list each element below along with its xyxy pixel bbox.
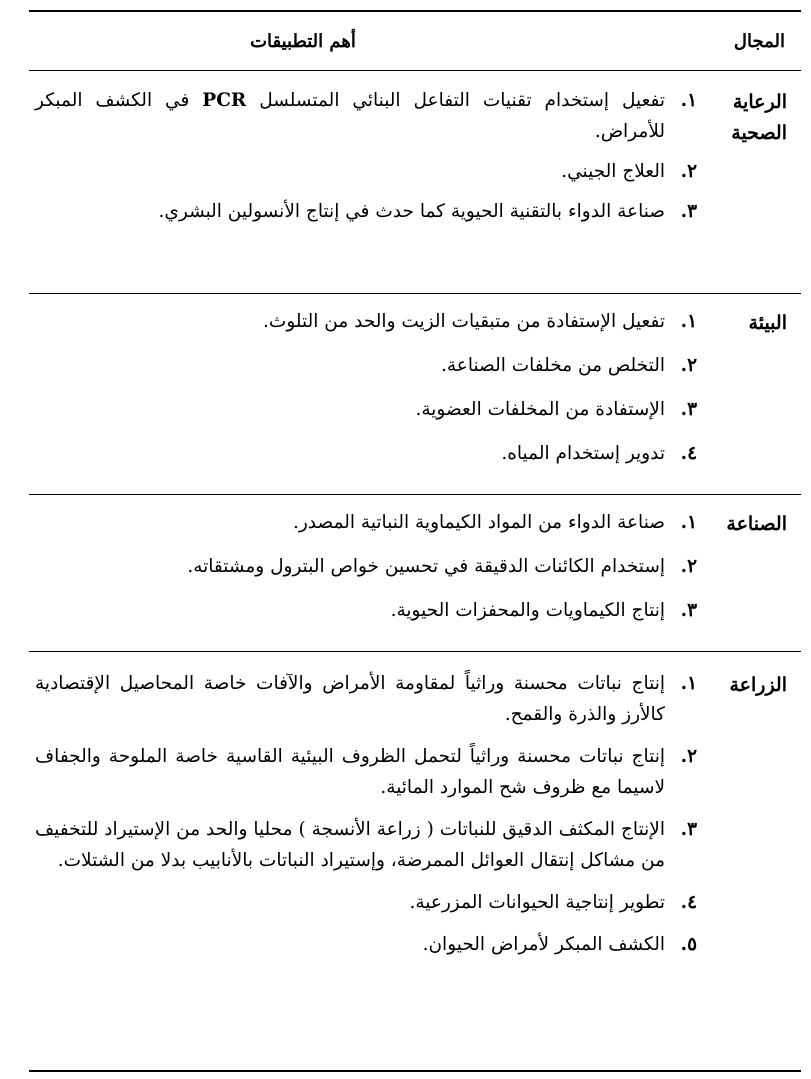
field-label: الزراعة xyxy=(729,674,787,696)
item-number: ٣. xyxy=(680,819,697,840)
item-text: تفعيل إستخدام تقنيات التفاعل البنائي المتسلسل PCR في الكشف المبكر للأمراض. xyxy=(35,90,666,142)
item-number: ٣. xyxy=(680,399,697,420)
field-label: الرعاية الصحية xyxy=(731,91,787,144)
list-item xyxy=(29,156,697,187)
list-item xyxy=(29,929,697,960)
list-item xyxy=(29,814,697,876)
item-number: ٤. xyxy=(680,892,697,913)
list-item xyxy=(29,887,697,918)
item-number: ٤. xyxy=(680,443,697,464)
header-applications: أهم التطبيقات xyxy=(250,30,356,52)
item-number: ٢. xyxy=(680,746,697,767)
list-item xyxy=(29,595,697,626)
item-text: إنتاج نباتات محسنة وراثياً لتحمل الظروف البيئية القاسية خاصة الملوحة والجفاف لاسيما مع ظروف شح الموارد المائية. xyxy=(35,746,665,798)
item-text: صناعة الدواء بالتقنية الحيوية كما حدث في إنتاج الأنسولين البشري. xyxy=(158,201,665,222)
item-number: ١. xyxy=(680,90,697,111)
bottom-rule xyxy=(29,1070,801,1072)
item-number: ١. xyxy=(680,512,697,533)
item-number: ١. xyxy=(680,673,697,694)
applications-table xyxy=(29,10,801,1072)
item-number: ١. xyxy=(680,311,697,332)
field-label: الصناعة xyxy=(726,513,787,535)
section-health xyxy=(29,71,801,293)
list-item xyxy=(29,551,697,582)
section-agriculture xyxy=(29,652,801,1070)
item-number: ٢. xyxy=(680,556,697,577)
item-text: العلاج الجيني. xyxy=(561,161,665,182)
item-number: ٢. xyxy=(680,355,697,376)
table-header xyxy=(29,12,801,70)
item-number: ٥. xyxy=(680,934,697,955)
item-text: إنتاج الكيماويات والمحفزات الحيوية. xyxy=(390,600,665,621)
list-item xyxy=(29,394,697,425)
item-text: التخلص من مخلفات الصناعة. xyxy=(441,355,665,376)
item-text: إنتاج نباتات محسنة وراثياً لمقاومة الأمراض والآفات خاصة المحاصيل الإقتصادية كالأرز والذرة والقمح. xyxy=(35,673,665,725)
list-item xyxy=(29,507,697,538)
item-number: ٢. xyxy=(680,161,697,182)
item-text: الإستفادة من المخلفات العضوية. xyxy=(415,399,665,420)
section-environment xyxy=(29,294,801,494)
list-item xyxy=(29,306,697,337)
item-text: تطوير إنتاجية الحيوانات المزرعية. xyxy=(409,892,665,913)
item-text: إستخدام الكائنات الدقيقة في تحسين خواص البترول ومشتقاته. xyxy=(187,556,665,577)
field-label: البيئة xyxy=(748,312,787,334)
item-text: تفعيل الإستفادة من متبقيات الزيت والحد من التلوث. xyxy=(263,311,665,332)
section-industry xyxy=(29,495,801,651)
item-text: تدوير إستخدام المياه. xyxy=(501,443,665,464)
item-text: الإنتاج المكثف الدقيق للنباتات ( زراعة الأنسجة ) محليا والحد من الإستيراد للتخفيف من مشاكل إنتقال العوائل الممرضة، وإستيراد النباتات بالأنابيب بدلا من الشتلات. xyxy=(35,819,665,871)
item-text: الكشف المبكر لأمراض الحيوان. xyxy=(422,934,665,955)
header-field: المجال xyxy=(733,30,785,52)
item-number: ٣. xyxy=(680,600,697,621)
list-item xyxy=(29,668,697,730)
pcr-term: PCR xyxy=(202,90,247,111)
list-item xyxy=(29,741,697,803)
list-item xyxy=(29,196,697,227)
list-item xyxy=(29,438,697,469)
list-item xyxy=(29,350,697,381)
item-text: صناعة الدواء من المواد الكيماوية النباتية المصدر. xyxy=(292,512,665,533)
list-item xyxy=(29,85,697,147)
item-number: ٣. xyxy=(680,201,697,222)
